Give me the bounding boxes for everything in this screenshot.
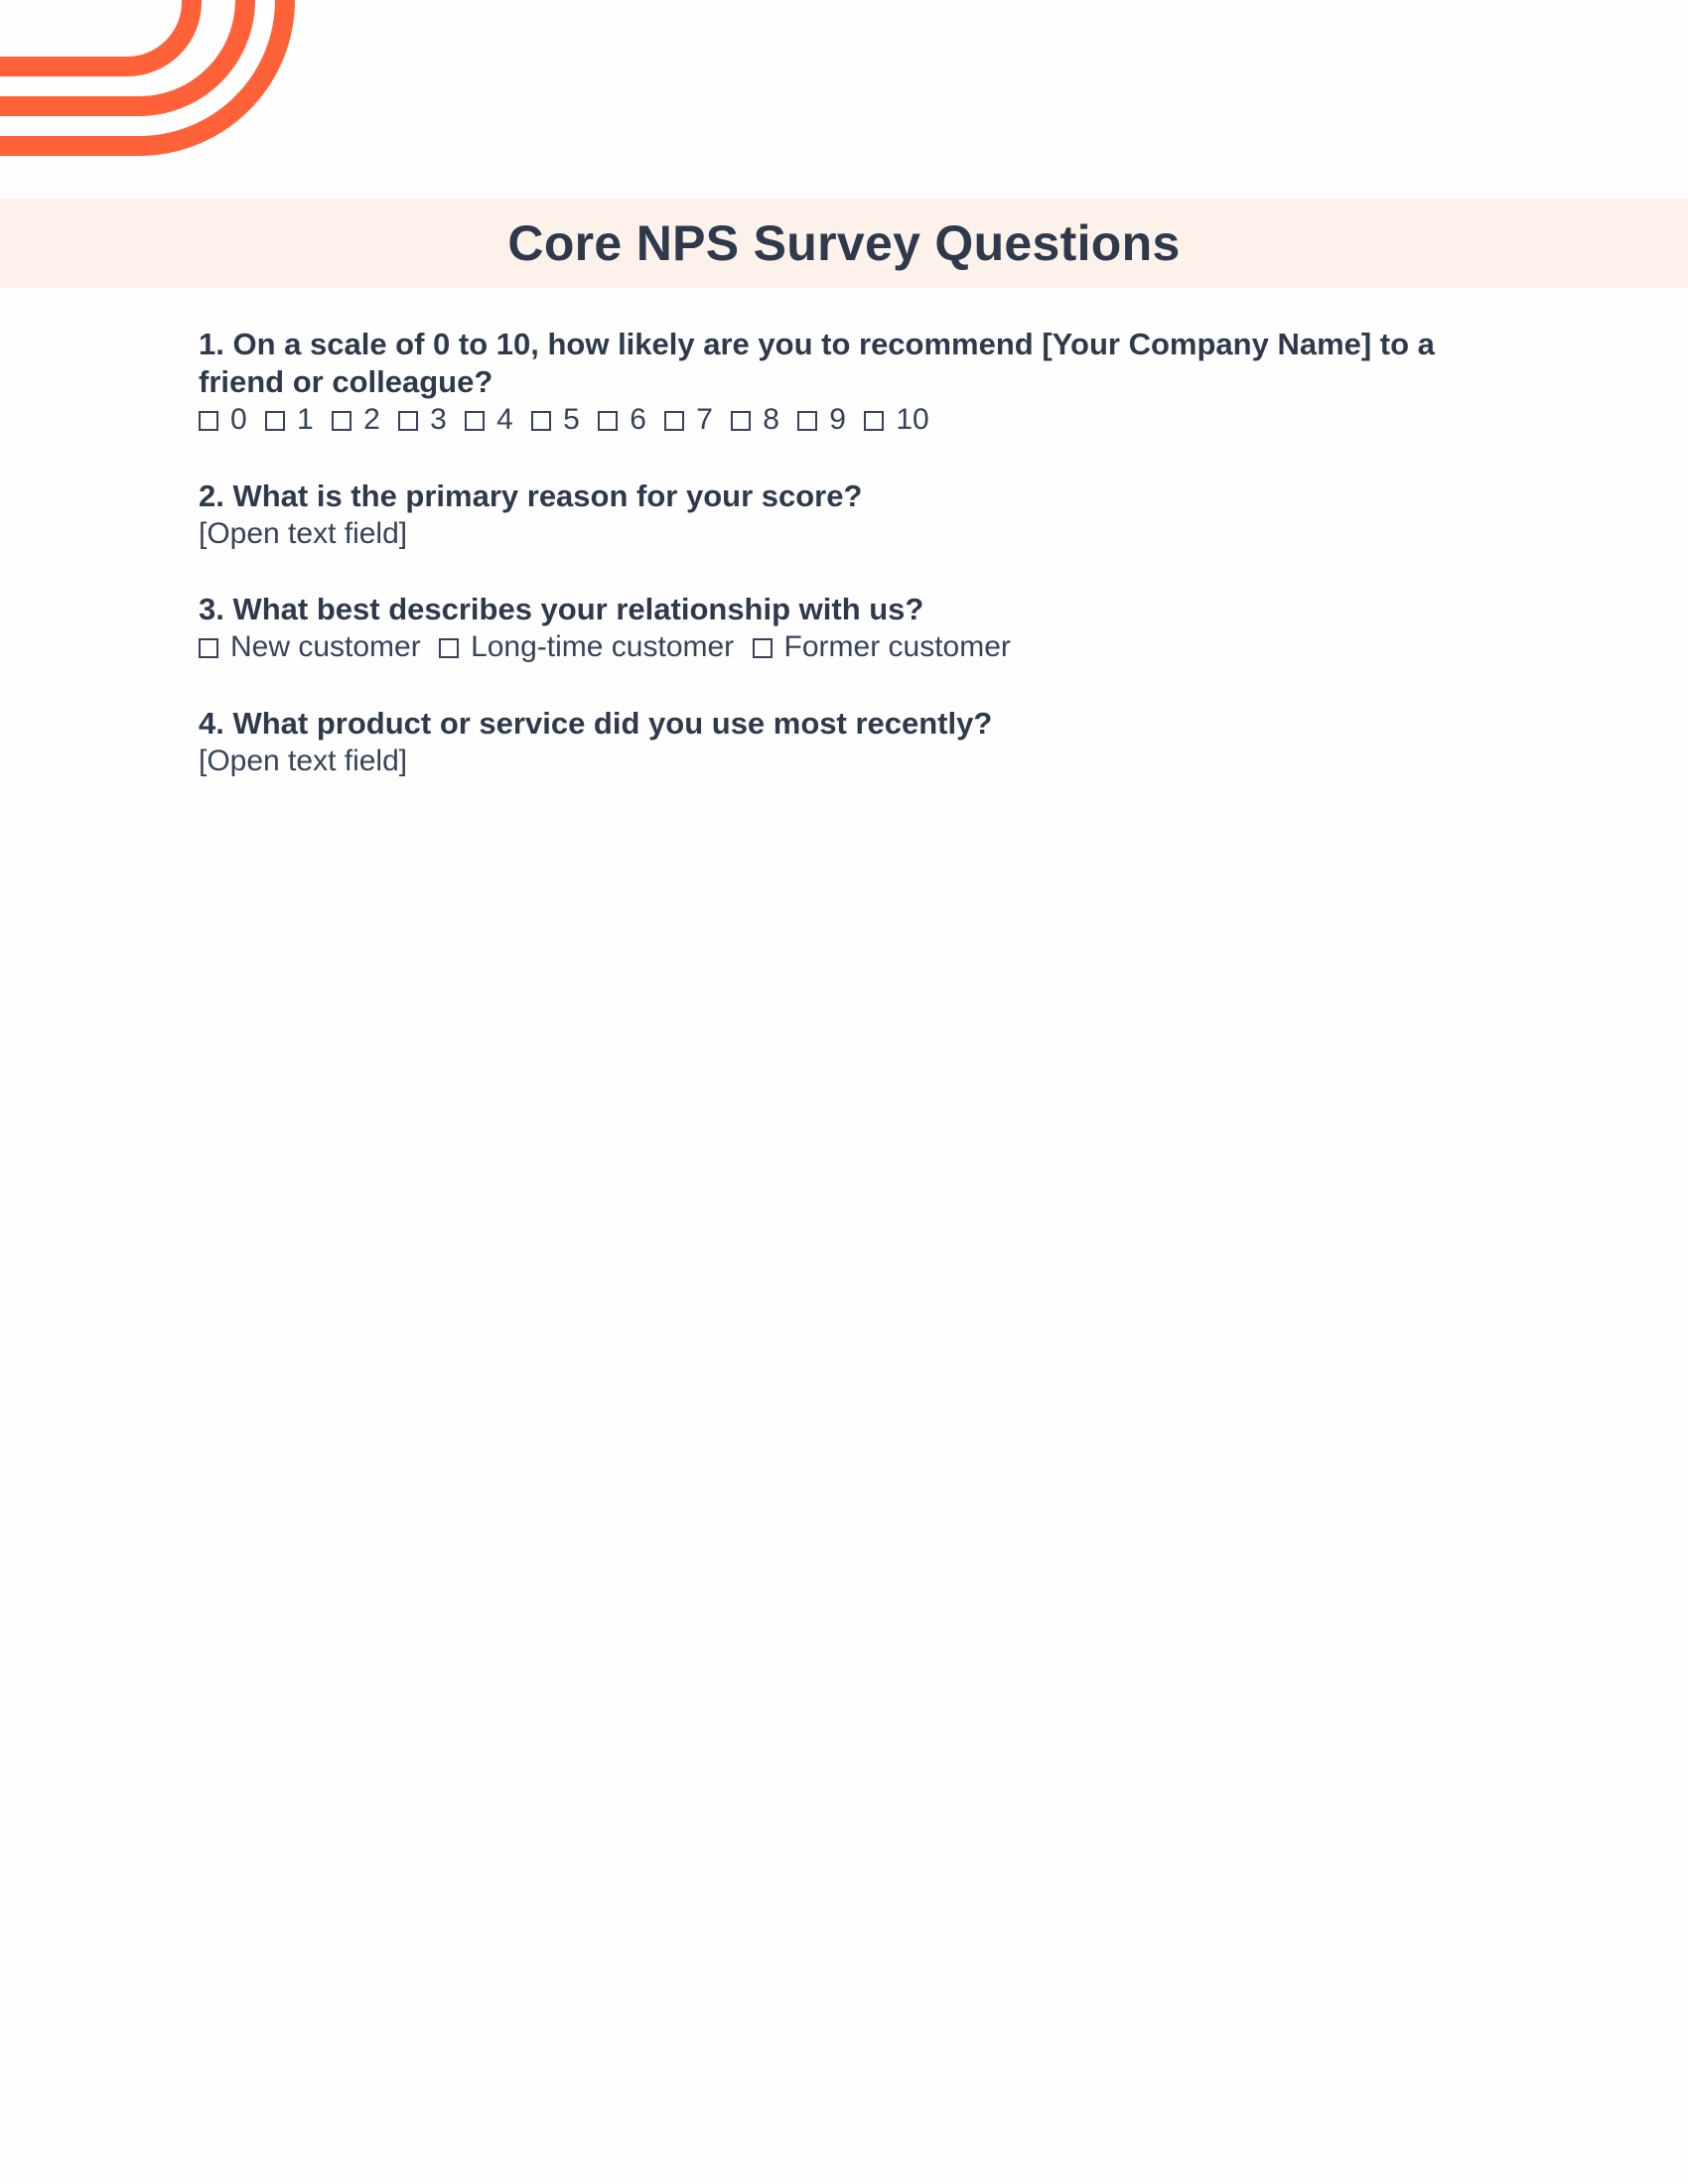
- option-label: Long-time customer: [471, 630, 735, 663]
- relationship-options: [199, 628, 1499, 667]
- checkbox-icon[interactable]: [398, 411, 418, 431]
- question-text: 4. What product or service did you use most recently?: [199, 706, 993, 741]
- option-label: 5: [563, 403, 580, 436]
- question-1: [199, 326, 1499, 440]
- checkbox-icon[interactable]: [465, 411, 485, 431]
- question-2: [199, 478, 1499, 553]
- question-text: 3. What best describes your relationship with us?: [199, 592, 924, 626]
- option-label: 3: [430, 403, 447, 436]
- decorative-arcs-logo: [0, 0, 298, 174]
- question-4: [199, 705, 1499, 780]
- option-label: 6: [630, 403, 646, 436]
- checkbox-icon[interactable]: [265, 411, 285, 431]
- option-label: 7: [696, 403, 713, 436]
- checkbox-option-7[interactable]: [664, 401, 713, 439]
- checkbox-option-4[interactable]: [465, 401, 513, 439]
- checkbox-icon[interactable]: [598, 411, 618, 431]
- score-options: [199, 401, 1499, 440]
- checkbox-icon[interactable]: [199, 411, 218, 431]
- checkbox-icon[interactable]: [664, 411, 684, 431]
- arc-inner: [0, 0, 192, 67]
- open-text-field[interactable]: [Open text field]: [199, 517, 408, 550]
- checkbox-option-long-time-customer[interactable]: [439, 628, 734, 666]
- option-label: 0: [230, 403, 247, 436]
- checkbox-option-10[interactable]: [864, 401, 928, 439]
- checkbox-option-8[interactable]: [731, 401, 779, 439]
- open-text-field[interactable]: [Open text field]: [199, 745, 408, 777]
- checkbox-icon[interactable]: [753, 638, 773, 658]
- option-label: Former customer: [783, 630, 1011, 663]
- checkbox-icon[interactable]: [332, 411, 352, 431]
- option-label: New customer: [230, 630, 421, 663]
- title-band: [0, 199, 1688, 288]
- checkbox-option-9[interactable]: [797, 401, 846, 439]
- checkbox-option-0[interactable]: [199, 401, 247, 439]
- question-text: 2. What is the primary reason for your score?: [199, 478, 863, 513]
- checkbox-icon[interactable]: [797, 411, 817, 431]
- checkbox-icon[interactable]: [531, 411, 551, 431]
- checkbox-icon[interactable]: [199, 638, 218, 658]
- arc-middle: [0, 0, 245, 106]
- question-3: [199, 591, 1499, 667]
- checkbox-option-5[interactable]: [531, 401, 580, 439]
- checkbox-option-2[interactable]: [332, 401, 380, 439]
- option-label: 8: [763, 403, 779, 436]
- option-label: 2: [363, 403, 380, 436]
- checkbox-icon[interactable]: [731, 411, 751, 431]
- checkbox-icon[interactable]: [439, 638, 459, 658]
- checkbox-option-6[interactable]: [598, 401, 646, 439]
- checkbox-option-1[interactable]: [265, 401, 314, 439]
- checkbox-option-former-customer[interactable]: [753, 628, 1011, 666]
- checkbox-option-new-customer[interactable]: [199, 628, 421, 666]
- option-label: 4: [496, 403, 513, 436]
- checkbox-icon[interactable]: [864, 411, 884, 431]
- checkbox-option-3[interactable]: [398, 401, 447, 439]
- page-title: Core NPS Survey Questions: [507, 215, 1181, 271]
- option-label: 9: [829, 403, 846, 436]
- option-label: 1: [297, 403, 314, 436]
- option-label: 10: [896, 403, 929, 436]
- questions-list: [199, 326, 1499, 818]
- question-text: 1. On a scale of 0 to 10, how likely are you to recommend [Your Company Name] to a friend or colleague?: [199, 327, 1435, 399]
